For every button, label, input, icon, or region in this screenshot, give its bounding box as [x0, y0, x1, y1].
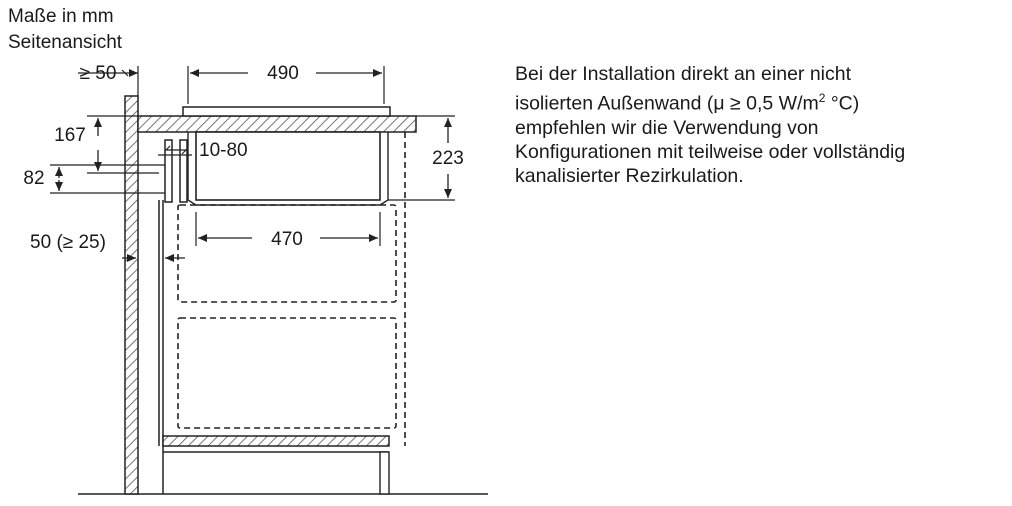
inner-width-label: 470	[271, 229, 303, 250]
duct-gap-label: 10-80	[199, 140, 248, 161]
note-line-2: isolierten Außenwand (μ ≥ 0,5 $W/m^2$ °C)	[515, 91, 860, 115]
height-223-label: 223	[432, 148, 464, 169]
top-width-label: 490	[267, 63, 299, 84]
cabinet-floor	[163, 436, 389, 446]
units-label: Maße in mm	[8, 6, 114, 27]
note-line-3: empfehlen wir die Verwendung von	[515, 116, 819, 139]
duct-right	[180, 140, 187, 202]
wall-gap-label: ≥ 50	[79, 63, 117, 84]
plinth-front	[380, 452, 389, 494]
worktop	[138, 116, 416, 132]
cooktop-glass	[183, 107, 390, 116]
height-167-label: 167	[54, 125, 86, 146]
back-gap-label: 50 (≥ 25)	[30, 232, 106, 253]
note-line-4: Konfigurationen mit teilweise oder vollständig	[515, 140, 906, 163]
lower-drawer	[178, 318, 396, 428]
installation-note	[515, 62, 1005, 188]
upper-drawer	[178, 205, 396, 302]
note-line-1: Bei der Installation direkt an einer nicht	[515, 63, 852, 85]
height-82-label: 82	[23, 168, 45, 189]
view-label: Seitenansicht	[8, 32, 123, 53]
note-line-5: kanalisierter Rezirkulation.	[515, 164, 744, 187]
wall	[125, 96, 138, 494]
